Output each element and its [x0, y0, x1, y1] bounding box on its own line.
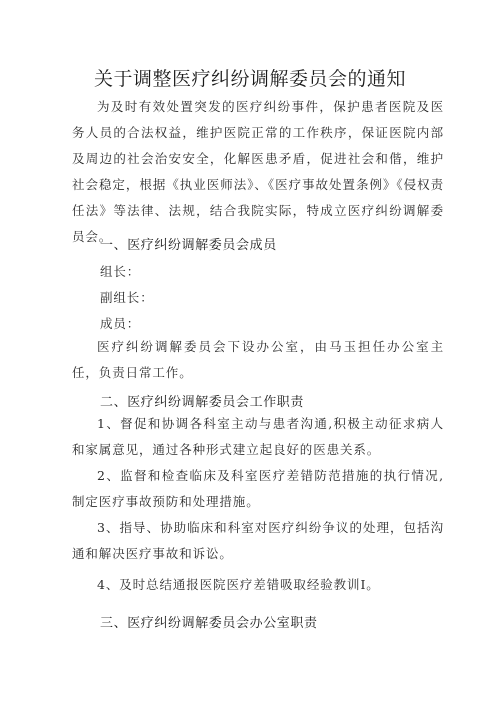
document-title: 关于调整医疗纠纷调解委员会的通知 [93, 68, 406, 90]
duty-item-1: 1、督促和协调各科室主动与患者沟通,积极主动征求病人和家属意见，通过各种形式建立起良好的医患关系。 [72, 416, 444, 457]
intro-paragraph: 为及时有效处置突发的医疗纠纷事件，保护患者医院及医务人员的合法权益，维护医院正常的工作秩序，保证医院内部及周边的社会治安安全，化解医患矛盾，促进社会和偕，维护社会稳定，根据《执业医师法》、《医疗事故处置条例》《侵权责任法》等法律、法规，结合我院实际，特成立医疗纠纷调解委员会。 [72, 99, 444, 244]
section-heading-members: 一、医疗纠纷调解委员会成员 [100, 238, 277, 253]
office-paragraph: 医疗纠纷调解委员会下设办公室，由马玉担任办公室主任，负责日常工作。 [72, 339, 444, 380]
duty-item-3: 3、指导、协助临床和科室对医疗纠纷争议的处理，包括沟通和解决医疗事故和诉讼。 [72, 520, 444, 561]
leader-line: 组长： [100, 264, 141, 279]
duty-item-4: 4、及时总结通报医院医疗差错吸取经验教训I。 [97, 577, 380, 592]
duty-item-2: 2、监督和检查临床及科室医疗差错防范措施的执行情况,制定医疗事故预防和处理措施。 [72, 468, 444, 509]
members-line: 成员： [100, 316, 141, 331]
section-heading-duties: 二、医疗纠纷调解委员会工作职责 [100, 395, 305, 410]
section-heading-office-duties: 三、医疗纠纷调解委员会办公室职责 [100, 616, 318, 631]
deputy-leader-line: 副组长： [100, 290, 154, 305]
